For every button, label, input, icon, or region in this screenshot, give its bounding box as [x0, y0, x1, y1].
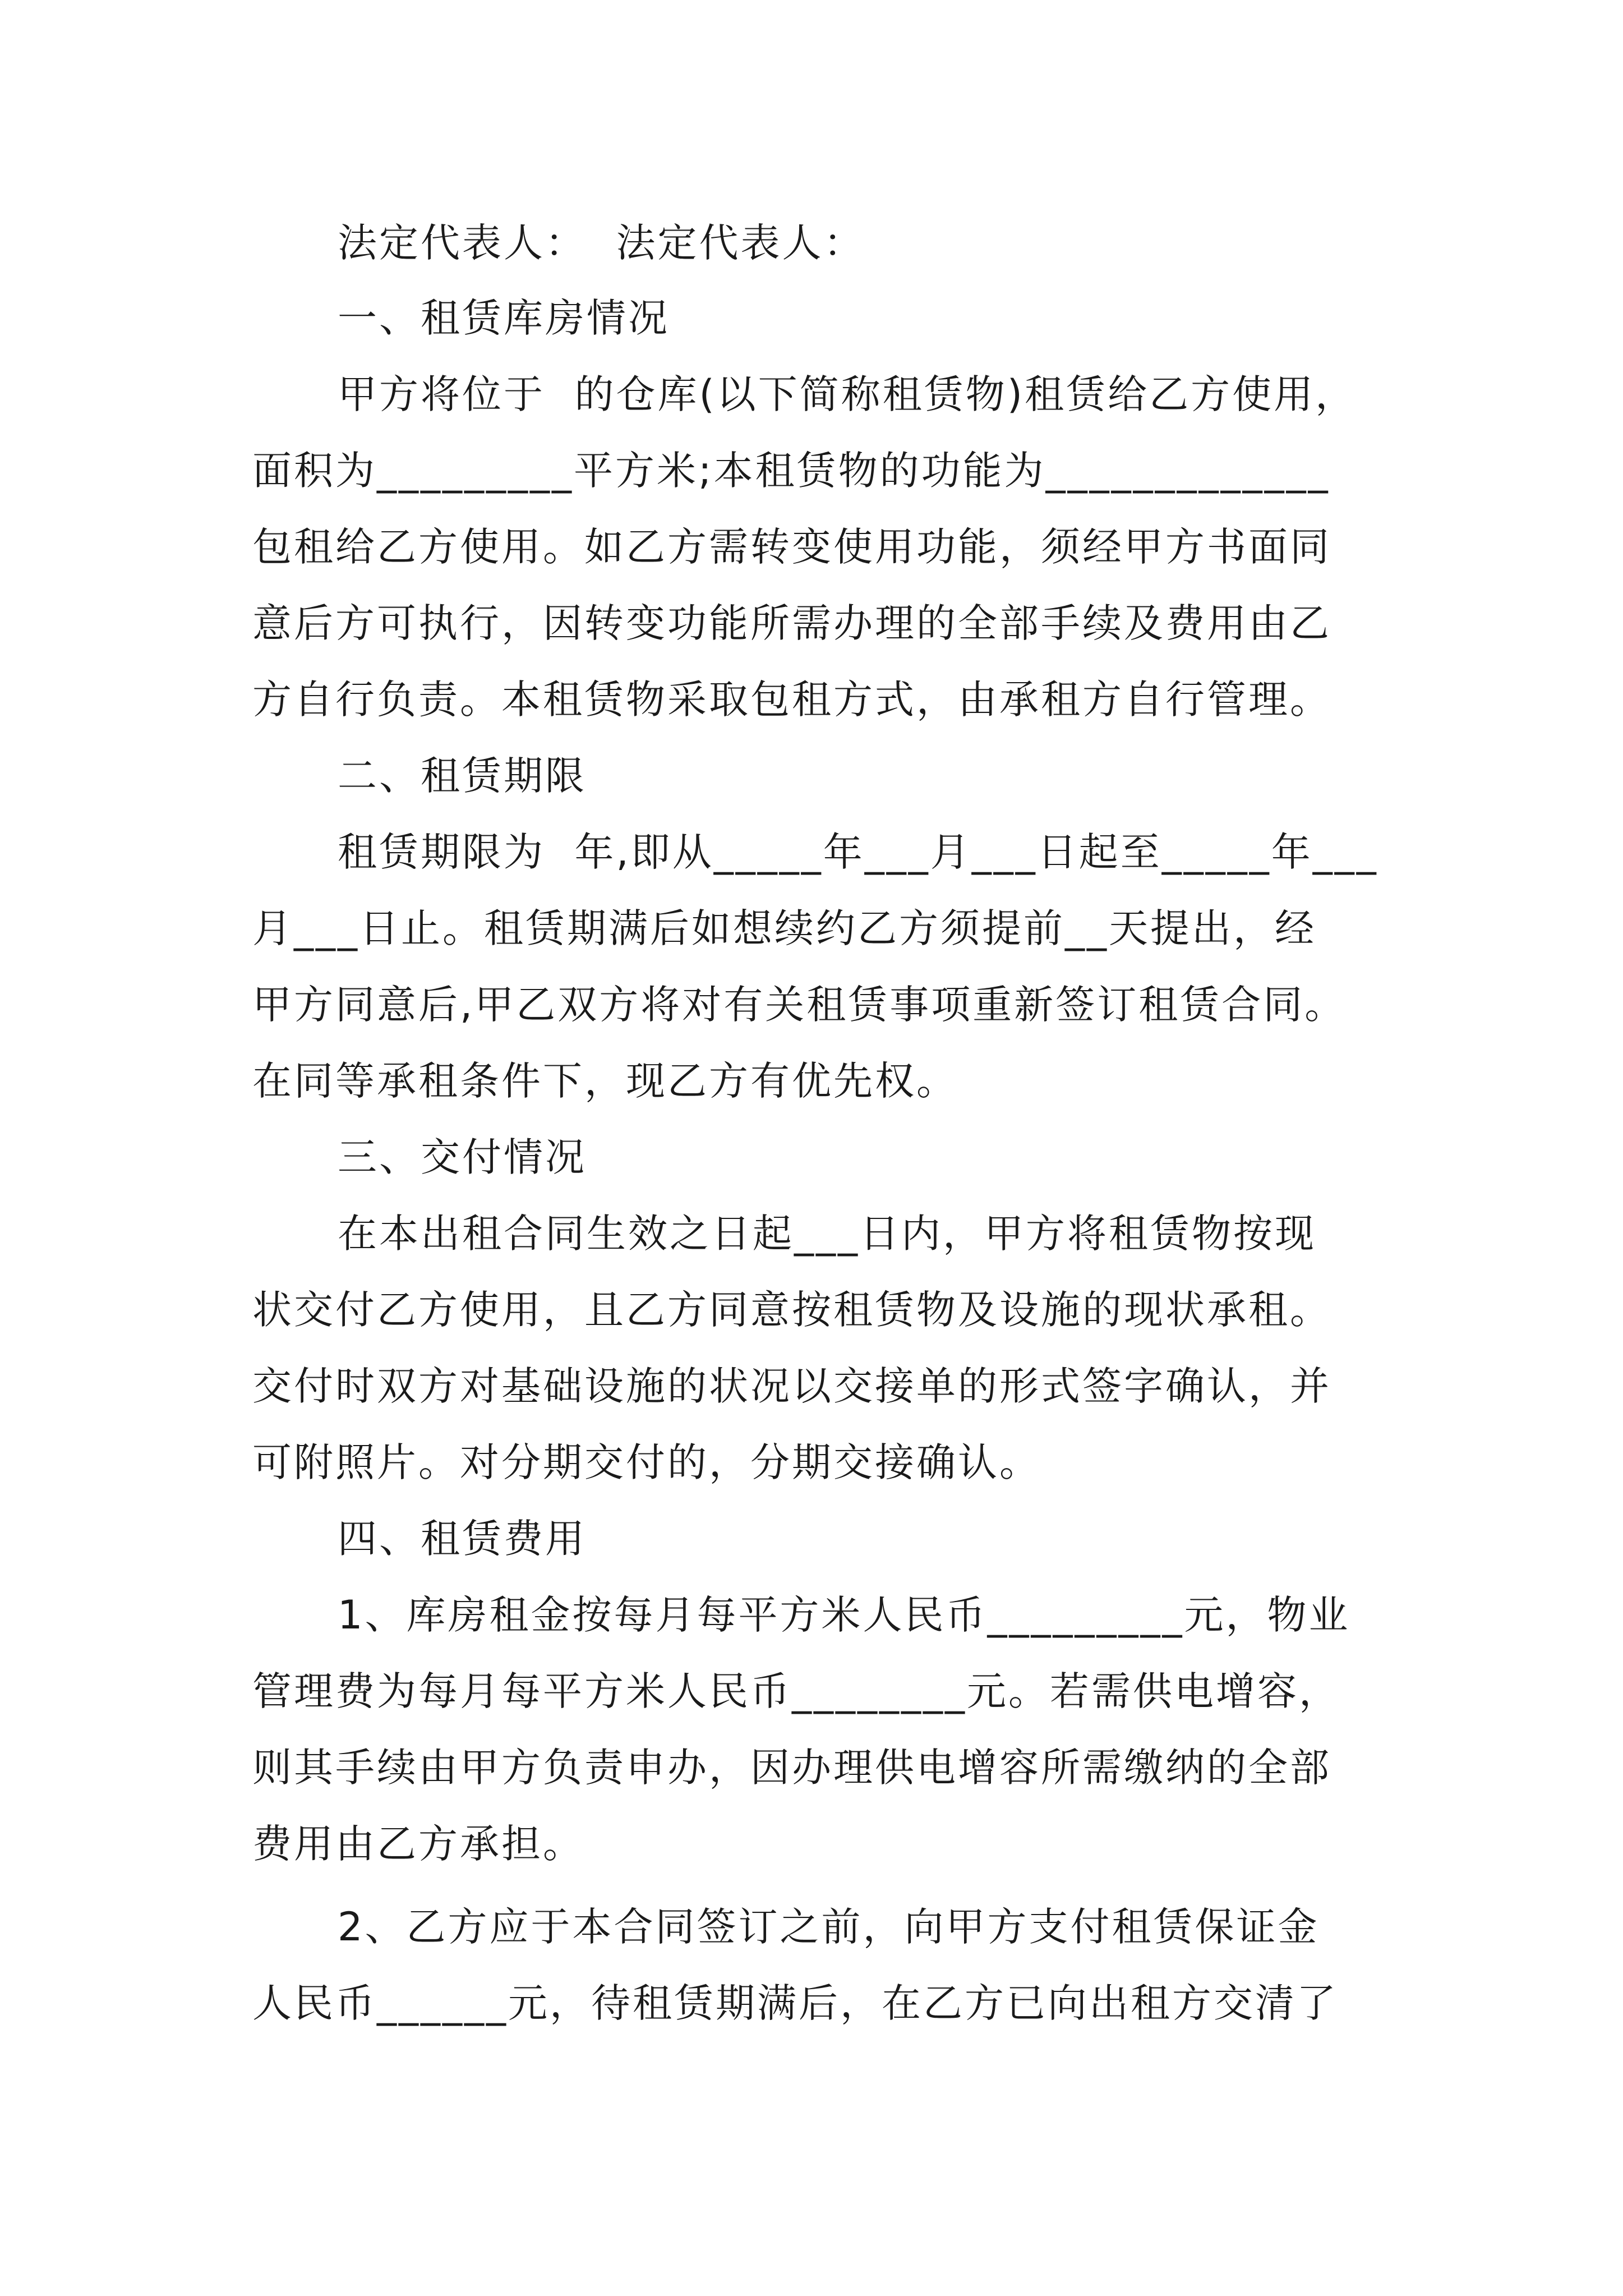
paragraph-line: 月___日止。租赁期满后如想续约乙方须提前__天提出，经 [252, 905, 1316, 951]
paragraph-line: 包租给乙方使用。如乙方需转变使用功能，须经甲方书面同 [252, 524, 1331, 570]
paragraph-line: 状交付乙方使用，且乙方同意按租赁物及设施的现状承租。 [252, 1287, 1331, 1333]
section-heading-2: 二、租赁期限 [338, 753, 587, 799]
paragraph-line: 费用由乙方承担。 [252, 1821, 584, 1867]
paragraph-line: 甲方同意后,甲乙双方将对有关租赁事项重新签订租赁合同。 [252, 982, 1347, 1028]
paragraph-line: 面积为_________平方米;本租赁物的功能为_____________ [252, 448, 1330, 494]
paragraph-line: 租赁期限为 年,即从_____年___月___日起至_____年___ [338, 829, 1378, 875]
paragraph-line: 管理费为每月每平方米人民币________元。若需供电增容， [252, 1668, 1340, 1714]
section-heading-1: 一、租赁库房情况 [338, 295, 670, 341]
paragraph-line: 2、乙方应于本合同签订之前，向甲方支付租赁保证金 [338, 1904, 1320, 1950]
signatory-line: 法定代表人： 法定代表人： [338, 220, 865, 266]
paragraph-line: 甲方将位于 的仓库(以下简称租赁物)租赁给乙方使用， [338, 371, 1357, 417]
paragraph-line: 则其手续由甲方负责申办，因办理供电增容所需缴纳的全部 [252, 1745, 1331, 1791]
paragraph-line: 可附照片。对分期交付的，分期交接确认。 [252, 1439, 1041, 1485]
paragraph-line: 交付时双方对基础设施的状况以交接单的形式签字确认，并 [252, 1363, 1331, 1409]
section-heading-3: 三、交付情况 [338, 1134, 587, 1180]
paragraph-line: 在本出租合同生效之日起___日内，甲方将租赁物按现 [338, 1211, 1316, 1257]
section-heading-4: 四、租赁费用 [338, 1516, 587, 1562]
paragraph-line: 1、库房租金按每月每平方米人民币_________元，物业 [338, 1592, 1350, 1638]
paragraph-line: 方自行负责。本租赁物采取包租方式，由承租方自行管理。 [252, 677, 1331, 723]
paragraph-line: 人民币______元，待租赁期满后，在乙方已向出租方交清了 [252, 1980, 1338, 2026]
paragraph-line: 意后方可执行，因转变功能所需办理的全部手续及费用由乙 [252, 600, 1331, 646]
paragraph-line: 在同等承租条件下，现乙方有优先权。 [252, 1058, 958, 1104]
